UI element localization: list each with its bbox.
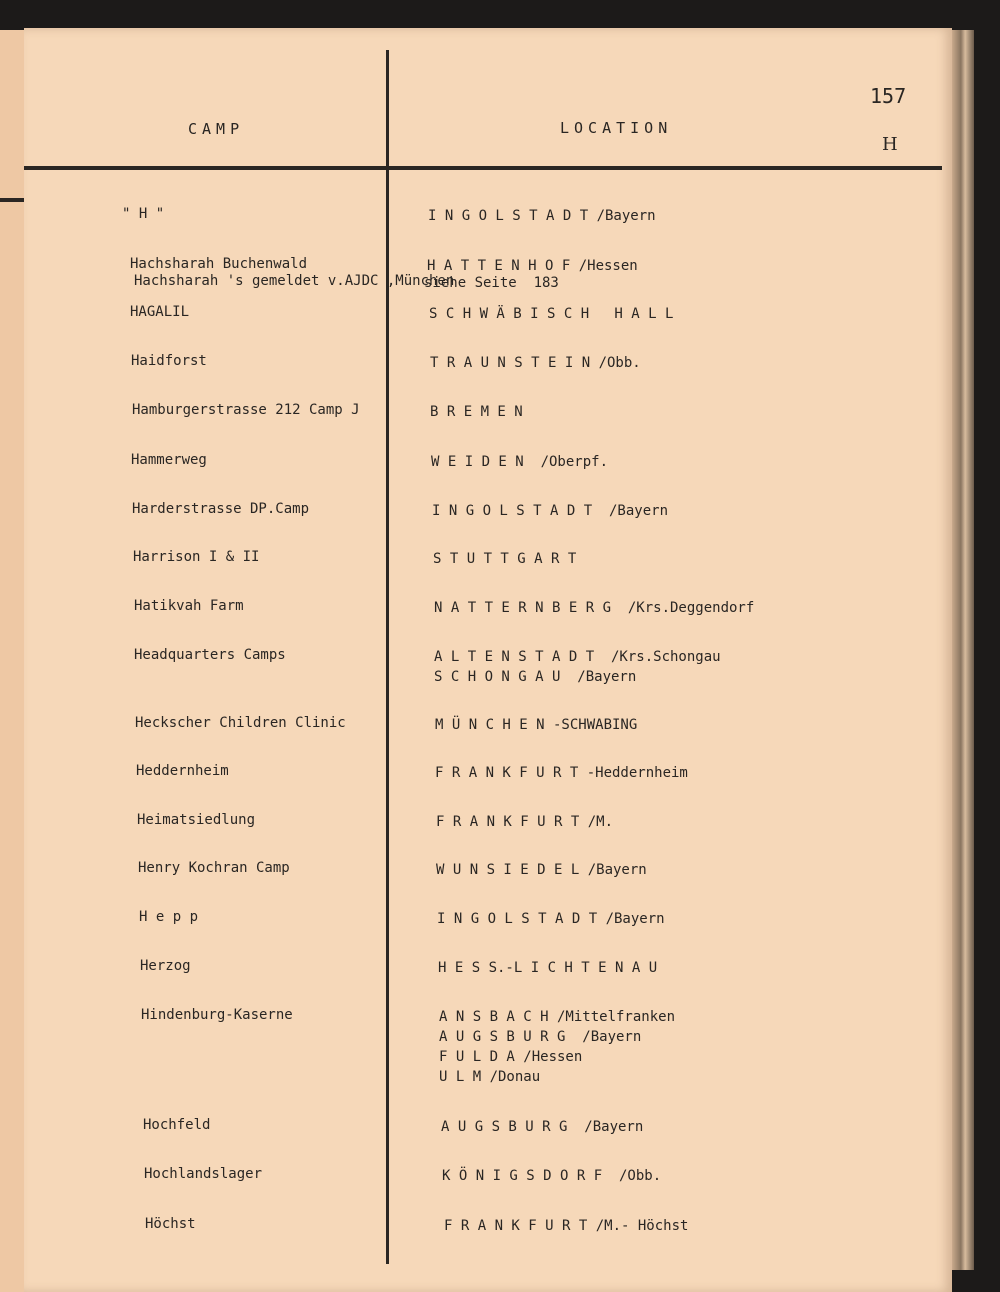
camp-location <box>434 598 754 618</box>
camp-location <box>429 304 673 324</box>
camp-location <box>434 647 721 687</box>
location-line: S T U T T G A R T <box>433 551 577 567</box>
camp-name: Hammerweg <box>131 452 207 468</box>
camp-name: Hachsharah 's gemeldet v.AJDC ,München <box>134 273 455 289</box>
adjacent-page-rule <box>0 198 24 202</box>
column-divider <box>386 50 389 1264</box>
camp-location <box>435 715 637 735</box>
section-letter: H <box>882 134 898 155</box>
camp-location <box>441 1117 643 1137</box>
camp-location <box>435 763 688 783</box>
camp-name: Hindenburg-Kaserne <box>141 1007 293 1023</box>
location-line: A L T E N S T A D T /Krs.Schongau <box>434 649 721 665</box>
camp-name: Hamburgerstrasse 212 Camp J <box>132 402 360 418</box>
location-line: W U N S I E D E L /Bayern <box>436 862 647 878</box>
location-line: S C H W Ä B I S C H H A L L <box>429 306 674 322</box>
location-column-header: LOCATION <box>560 119 673 137</box>
location-line: A U G S B U R G /Bayern <box>441 1119 644 1135</box>
location-line: I N G O L S T A D T /Bayern <box>432 503 669 519</box>
camp-location <box>436 812 613 832</box>
header-rule <box>24 166 942 170</box>
camp-name: Harrison I & II <box>133 549 260 565</box>
camp-name: Hatikvah Farm <box>134 598 244 614</box>
camp-location <box>444 1216 688 1236</box>
location-line: B R E M E N <box>430 404 523 420</box>
location-line: I N G O L S T A D T /Bayern <box>428 208 656 224</box>
camp-name: Herzog <box>140 958 191 974</box>
location-line: F U L D A /Hessen <box>439 1049 583 1065</box>
location-line: H E S S.-L I C H T E N A U <box>438 960 658 976</box>
camp-location <box>431 452 608 472</box>
camp-name: Headquarters Camps <box>134 647 286 663</box>
camp-location <box>438 958 657 978</box>
camp-name: Heimatsiedlung <box>137 812 256 828</box>
location-line: U L M /Donau <box>439 1069 541 1085</box>
camp-location <box>439 1007 675 1087</box>
page-number: 157 <box>870 84 907 108</box>
camp-location <box>437 909 665 929</box>
camp-location <box>424 273 559 293</box>
location-line: T R A U N S T E I N /Obb. <box>430 355 641 371</box>
camp-location <box>430 353 641 373</box>
location-line: N A T T E R N B E R G /Krs.Deggendorf <box>434 600 755 616</box>
document-page <box>24 28 952 1292</box>
camp-location <box>442 1166 661 1186</box>
location-line: I N G O L S T A D T /Bayern <box>437 911 665 927</box>
camp-name: " H " <box>122 206 165 222</box>
location-line: A N S B A C H /Mittelfranken <box>439 1009 676 1025</box>
adjacent-page-edge <box>0 30 26 1292</box>
location-line: H A T T E N H O F /Hessen <box>427 258 638 274</box>
camp-name: Höchst <box>145 1216 196 1232</box>
location-line: F R A N K F U R T /M. <box>436 814 614 830</box>
camp-name: Heddernheim <box>136 763 229 779</box>
camp-name: Hachsharah Buchenwald <box>130 256 308 272</box>
location-line: K Ö N I G S D O R F /Obb. <box>442 1168 662 1184</box>
location-line: S C H O N G A U /Bayern <box>434 669 637 685</box>
camp-location <box>436 860 647 880</box>
book-page-stack <box>952 30 974 1270</box>
camp-name: H e p p <box>139 909 199 925</box>
camp-name: Hochfeld <box>143 1117 211 1133</box>
location-line: W E I D E N /Oberpf. <box>431 454 609 470</box>
camp-name: Harderstrasse DP.Camp <box>132 501 310 517</box>
location-line: F R A N K F U R T /M.- Höchst <box>444 1218 689 1234</box>
location-line: siehe Seite 183 <box>424 275 559 291</box>
camp-name: Hochlandslager <box>144 1166 263 1182</box>
camp-location <box>433 549 576 569</box>
camp-name: Henry Kochran Camp <box>138 860 290 876</box>
location-line: F R A N K F U R T -Heddernheim <box>435 765 688 781</box>
camp-location <box>428 206 656 226</box>
camp-location <box>430 402 523 422</box>
camp-name: HAGALIL <box>130 304 190 320</box>
camp-name: Haidforst <box>131 353 207 369</box>
camp-column-header: CAMP <box>188 120 245 138</box>
camp-location <box>432 501 668 521</box>
camp-name: Heckscher Children Clinic <box>135 715 346 731</box>
location-line: M Ü N C H E N -SCHWABING <box>435 717 638 733</box>
location-line: A U G S B U R G /Bayern <box>439 1029 642 1045</box>
